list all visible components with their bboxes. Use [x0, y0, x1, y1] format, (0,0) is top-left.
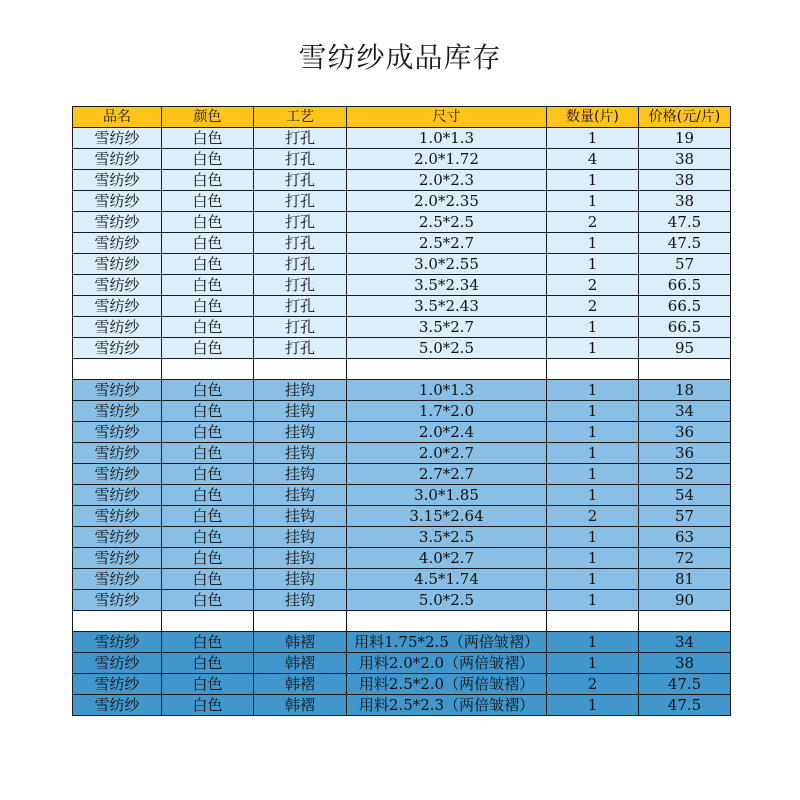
cell-name[interactable]: 雪纺纱 — [73, 590, 162, 611]
cell-name[interactable]: 雪纺纱 — [73, 338, 162, 359]
cell-process[interactable]: 挂钩 — [254, 506, 347, 527]
table-row — [73, 632, 731, 653]
cell-size[interactable]: 4.0*2.7 — [347, 548, 547, 569]
cell-process[interactable]: 韩褶 — [254, 695, 347, 716]
table-row — [73, 548, 731, 569]
cell-quantity[interactable]: 2 — [547, 674, 639, 695]
cell-color[interactable]: 白色 — [162, 338, 254, 359]
cell-color[interactable]: 白色 — [162, 296, 254, 317]
table-body — [73, 128, 731, 716]
header-cell-price[interactable]: 价格(元/片) — [639, 107, 731, 128]
cell-color[interactable]: 白色 — [162, 149, 254, 170]
cell-size[interactable]: 3.5*2.7 — [347, 317, 547, 338]
cell-process[interactable]: 挂钩 — [254, 443, 347, 464]
cell-color[interactable]: 白色 — [162, 233, 254, 254]
cell-color[interactable]: 白色 — [162, 191, 254, 212]
cell-size[interactable]: 3.0*2.55 — [347, 254, 547, 275]
cell-process[interactable]: 挂钩 — [254, 485, 347, 506]
cell-quantity[interactable]: 1 — [547, 527, 639, 548]
blank-row — [73, 611, 731, 632]
cell-quantity[interactable]: 1 — [547, 317, 639, 338]
cell-size[interactable]: 5.0*2.5 — [347, 338, 547, 359]
cell-price[interactable]: 38 — [639, 170, 731, 191]
cell-process[interactable]: 打孔 — [254, 254, 347, 275]
cell-process[interactable]: 打孔 — [254, 317, 347, 338]
table-row — [73, 338, 731, 359]
cell-name[interactable]: 雪纺纱 — [73, 548, 162, 569]
cell-name[interactable]: 雪纺纱 — [73, 464, 162, 485]
empty-cell[interactable] — [73, 611, 162, 632]
cell-process[interactable]: 打孔 — [254, 296, 347, 317]
cell-quantity[interactable]: 1 — [547, 170, 639, 191]
cell-process[interactable]: 打孔 — [254, 170, 347, 191]
empty-cell[interactable] — [254, 611, 347, 632]
cell-name[interactable]: 雪纺纱 — [73, 485, 162, 506]
cell-size[interactable]: 2.0*1.72 — [347, 149, 547, 170]
cell-price[interactable]: 38 — [639, 191, 731, 212]
cell-price[interactable]: 18 — [639, 380, 731, 401]
header-cell-size[interactable]: 尺寸 — [347, 107, 547, 128]
cell-quantity[interactable]: 1 — [547, 569, 639, 590]
table-row — [73, 674, 731, 695]
table-row — [73, 254, 731, 275]
cell-price[interactable]: 57 — [639, 506, 731, 527]
table-row — [73, 401, 731, 422]
cell-price[interactable]: 47.5 — [639, 695, 731, 716]
cell-price[interactable]: 38 — [639, 653, 731, 674]
table-row — [73, 464, 731, 485]
cell-price[interactable]: 95 — [639, 338, 731, 359]
cell-size[interactable]: 1.7*2.0 — [347, 401, 547, 422]
table-row — [73, 527, 731, 548]
cell-name[interactable]: 雪纺纱 — [73, 443, 162, 464]
table-row — [73, 695, 731, 716]
cell-size[interactable]: 5.0*2.5 — [347, 590, 547, 611]
cell-size[interactable]: 3.5*2.43 — [347, 296, 547, 317]
cell-price[interactable]: 47.5 — [639, 233, 731, 254]
header-cell-quantity[interactable]: 数量(片) — [547, 107, 639, 128]
cell-process[interactable]: 挂钩 — [254, 590, 347, 611]
table-row — [73, 443, 731, 464]
cell-name[interactable]: 雪纺纱 — [73, 212, 162, 233]
cell-size[interactable]: 1.0*1.3 — [347, 380, 547, 401]
cell-quantity[interactable]: 1 — [547, 401, 639, 422]
cell-process[interactable]: 打孔 — [254, 128, 347, 149]
cell-size[interactable]: 3.5*2.34 — [347, 275, 547, 296]
cell-process[interactable]: 打孔 — [254, 338, 347, 359]
cell-size[interactable]: 用料2.5*2.3（两倍皱褶） — [347, 695, 547, 716]
table-row — [73, 485, 731, 506]
cell-color[interactable]: 白色 — [162, 695, 254, 716]
cell-price[interactable]: 90 — [639, 590, 731, 611]
cell-color[interactable]: 白色 — [162, 317, 254, 338]
cell-name[interactable]: 雪纺纱 — [73, 401, 162, 422]
cell-size[interactable]: 用料2.5*2.0（两倍皱褶） — [347, 674, 547, 695]
cell-color[interactable]: 白色 — [162, 275, 254, 296]
header-cell-color[interactable]: 颜色 — [162, 107, 254, 128]
cell-quantity[interactable]: 1 — [547, 464, 639, 485]
cell-color[interactable]: 白色 — [162, 653, 254, 674]
table-row — [73, 569, 731, 590]
cell-color[interactable]: 白色 — [162, 674, 254, 695]
empty-cell[interactable] — [547, 611, 639, 632]
header-cell-name[interactable]: 品名 — [73, 107, 162, 128]
header-cell-process[interactable]: 工艺 — [254, 107, 347, 128]
cell-quantity[interactable]: 1 — [547, 443, 639, 464]
cell-quantity[interactable]: 2 — [547, 275, 639, 296]
table-row — [73, 422, 731, 443]
cell-quantity[interactable]: 1 — [547, 233, 639, 254]
table-row — [73, 506, 731, 527]
cell-process[interactable]: 打孔 — [254, 212, 347, 233]
cell-color[interactable]: 白色 — [162, 632, 254, 653]
cell-color[interactable]: 白色 — [162, 506, 254, 527]
cell-color[interactable]: 白色 — [162, 464, 254, 485]
empty-cell[interactable] — [347, 359, 547, 380]
cell-price[interactable]: 36 — [639, 443, 731, 464]
table-row — [73, 191, 731, 212]
cell-size[interactable]: 2.0*2.4 — [347, 422, 547, 443]
cell-price[interactable]: 36 — [639, 422, 731, 443]
cell-quantity[interactable]: 1 — [547, 128, 639, 149]
cell-color[interactable]: 白色 — [162, 380, 254, 401]
cell-process[interactable]: 打孔 — [254, 275, 347, 296]
cell-quantity[interactable]: 1 — [547, 485, 639, 506]
cell-size[interactable]: 3.15*2.64 — [347, 506, 547, 527]
cell-price[interactable]: 66.5 — [639, 296, 731, 317]
cell-quantity[interactable]: 4 — [547, 149, 639, 170]
cell-quantity[interactable]: 1 — [547, 548, 639, 569]
header-row — [73, 107, 731, 128]
cell-process[interactable]: 挂钩 — [254, 401, 347, 422]
cell-process[interactable]: 挂钩 — [254, 527, 347, 548]
table-row — [73, 590, 731, 611]
cell-color[interactable]: 白色 — [162, 527, 254, 548]
table-row — [73, 275, 731, 296]
cell-color[interactable]: 白色 — [162, 548, 254, 569]
cell-process[interactable]: 打孔 — [254, 191, 347, 212]
cell-size[interactable]: 3.0*1.85 — [347, 485, 547, 506]
cell-process[interactable]: 韩褶 — [254, 653, 347, 674]
cell-size[interactable]: 2.5*2.5 — [347, 212, 547, 233]
cell-quantity[interactable]: 2 — [547, 506, 639, 527]
table-row — [73, 380, 731, 401]
inventory-table — [72, 106, 731, 716]
empty-cell[interactable] — [639, 611, 731, 632]
cell-size[interactable]: 2.7*2.7 — [347, 464, 547, 485]
cell-quantity[interactable]: 1 — [547, 590, 639, 611]
cell-name[interactable]: 雪纺纱 — [73, 695, 162, 716]
cell-name[interactable]: 雪纺纱 — [73, 128, 162, 149]
cell-price[interactable]: 81 — [639, 569, 731, 590]
cell-size[interactable]: 2.0*2.7 — [347, 443, 547, 464]
empty-cell[interactable] — [639, 359, 731, 380]
cell-name[interactable]: 雪纺纱 — [73, 149, 162, 170]
cell-name[interactable]: 雪纺纱 — [73, 317, 162, 338]
empty-cell[interactable] — [162, 611, 254, 632]
cell-quantity[interactable]: 1 — [547, 191, 639, 212]
cell-color[interactable]: 白色 — [162, 485, 254, 506]
cell-process[interactable]: 挂钩 — [254, 548, 347, 569]
cell-quantity[interactable]: 1 — [547, 632, 639, 653]
cell-price[interactable]: 72 — [639, 548, 731, 569]
cell-price[interactable]: 34 — [639, 401, 731, 422]
cell-name[interactable]: 雪纺纱 — [73, 632, 162, 653]
cell-quantity[interactable]: 1 — [547, 254, 639, 275]
cell-color[interactable]: 白色 — [162, 569, 254, 590]
cell-price[interactable]: 66.5 — [639, 317, 731, 338]
cell-process[interactable]: 打孔 — [254, 233, 347, 254]
empty-cell[interactable] — [73, 359, 162, 380]
cell-price[interactable]: 34 — [639, 632, 731, 653]
cell-quantity[interactable]: 2 — [547, 296, 639, 317]
cell-process[interactable]: 挂钩 — [254, 569, 347, 590]
table-row — [73, 653, 731, 674]
cell-price[interactable]: 47.5 — [639, 674, 731, 695]
cell-size[interactable]: 2.5*2.7 — [347, 233, 547, 254]
cell-quantity[interactable]: 2 — [547, 212, 639, 233]
empty-cell[interactable] — [347, 611, 547, 632]
cell-name[interactable]: 雪纺纱 — [73, 422, 162, 443]
cell-name[interactable]: 雪纺纱 — [73, 254, 162, 275]
cell-size[interactable]: 2.0*2.3 — [347, 170, 547, 191]
cell-color[interactable]: 白色 — [162, 590, 254, 611]
cell-color[interactable]: 白色 — [162, 443, 254, 464]
table-row — [73, 170, 731, 191]
cell-size[interactable]: 2.0*2.35 — [347, 191, 547, 212]
cell-price[interactable]: 66.5 — [639, 275, 731, 296]
table-row — [73, 233, 731, 254]
cell-price[interactable]: 63 — [639, 527, 731, 548]
empty-cell[interactable] — [254, 359, 347, 380]
cell-size[interactable]: 1.0*1.3 — [347, 128, 547, 149]
cell-name[interactable]: 雪纺纱 — [73, 233, 162, 254]
cell-process[interactable]: 挂钩 — [254, 422, 347, 443]
cell-name[interactable]: 雪纺纱 — [73, 674, 162, 695]
cell-name[interactable]: 雪纺纱 — [73, 191, 162, 212]
empty-cell[interactable] — [162, 359, 254, 380]
cell-price[interactable]: 57 — [639, 254, 731, 275]
cell-quantity[interactable]: 1 — [547, 380, 639, 401]
cell-name[interactable]: 雪纺纱 — [73, 569, 162, 590]
cell-name[interactable]: 雪纺纱 — [73, 380, 162, 401]
cell-quantity[interactable]: 1 — [547, 653, 639, 674]
empty-cell[interactable] — [547, 359, 639, 380]
table-row — [73, 149, 731, 170]
cell-price[interactable]: 19 — [639, 128, 731, 149]
cell-name[interactable]: 雪纺纱 — [73, 275, 162, 296]
cell-name[interactable]: 雪纺纱 — [73, 506, 162, 527]
cell-name[interactable]: 雪纺纱 — [73, 653, 162, 674]
cell-color[interactable]: 白色 — [162, 254, 254, 275]
cell-quantity[interactable]: 1 — [547, 695, 639, 716]
cell-size[interactable]: 用料1.75*2.5（两倍皱褶） — [347, 632, 547, 653]
blank-row — [73, 359, 731, 380]
cell-color[interactable]: 白色 — [162, 401, 254, 422]
cell-size[interactable]: 4.5*1.74 — [347, 569, 547, 590]
cell-process[interactable]: 挂钩 — [254, 464, 347, 485]
table-row — [73, 212, 731, 233]
cell-color[interactable]: 白色 — [162, 170, 254, 191]
cell-size[interactable]: 3.5*2.5 — [347, 527, 547, 548]
cell-color[interactable]: 白色 — [162, 212, 254, 233]
cell-price[interactable]: 52 — [639, 464, 731, 485]
table-row — [73, 317, 731, 338]
cell-name[interactable]: 雪纺纱 — [73, 527, 162, 548]
cell-color[interactable]: 白色 — [162, 422, 254, 443]
cell-color[interactable]: 白色 — [162, 128, 254, 149]
table-row — [73, 128, 731, 149]
cell-size[interactable]: 用料2.0*2.0（两倍皱褶） — [347, 653, 547, 674]
cell-price[interactable]: 47.5 — [639, 212, 731, 233]
sheet-title: 雪纺纱成品库存 — [298, 41, 502, 74]
cell-process[interactable]: 挂钩 — [254, 380, 347, 401]
table-row — [73, 296, 731, 317]
cell-quantity[interactable]: 1 — [547, 422, 639, 443]
cell-price[interactable]: 54 — [639, 485, 731, 506]
cell-name[interactable]: 雪纺纱 — [73, 170, 162, 191]
cell-process[interactable]: 韩褶 — [254, 674, 347, 695]
cell-name[interactable]: 雪纺纱 — [73, 296, 162, 317]
cell-price[interactable]: 38 — [639, 149, 731, 170]
cell-process[interactable]: 韩褶 — [254, 632, 347, 653]
cell-quantity[interactable]: 1 — [547, 338, 639, 359]
cell-process[interactable]: 打孔 — [254, 149, 347, 170]
